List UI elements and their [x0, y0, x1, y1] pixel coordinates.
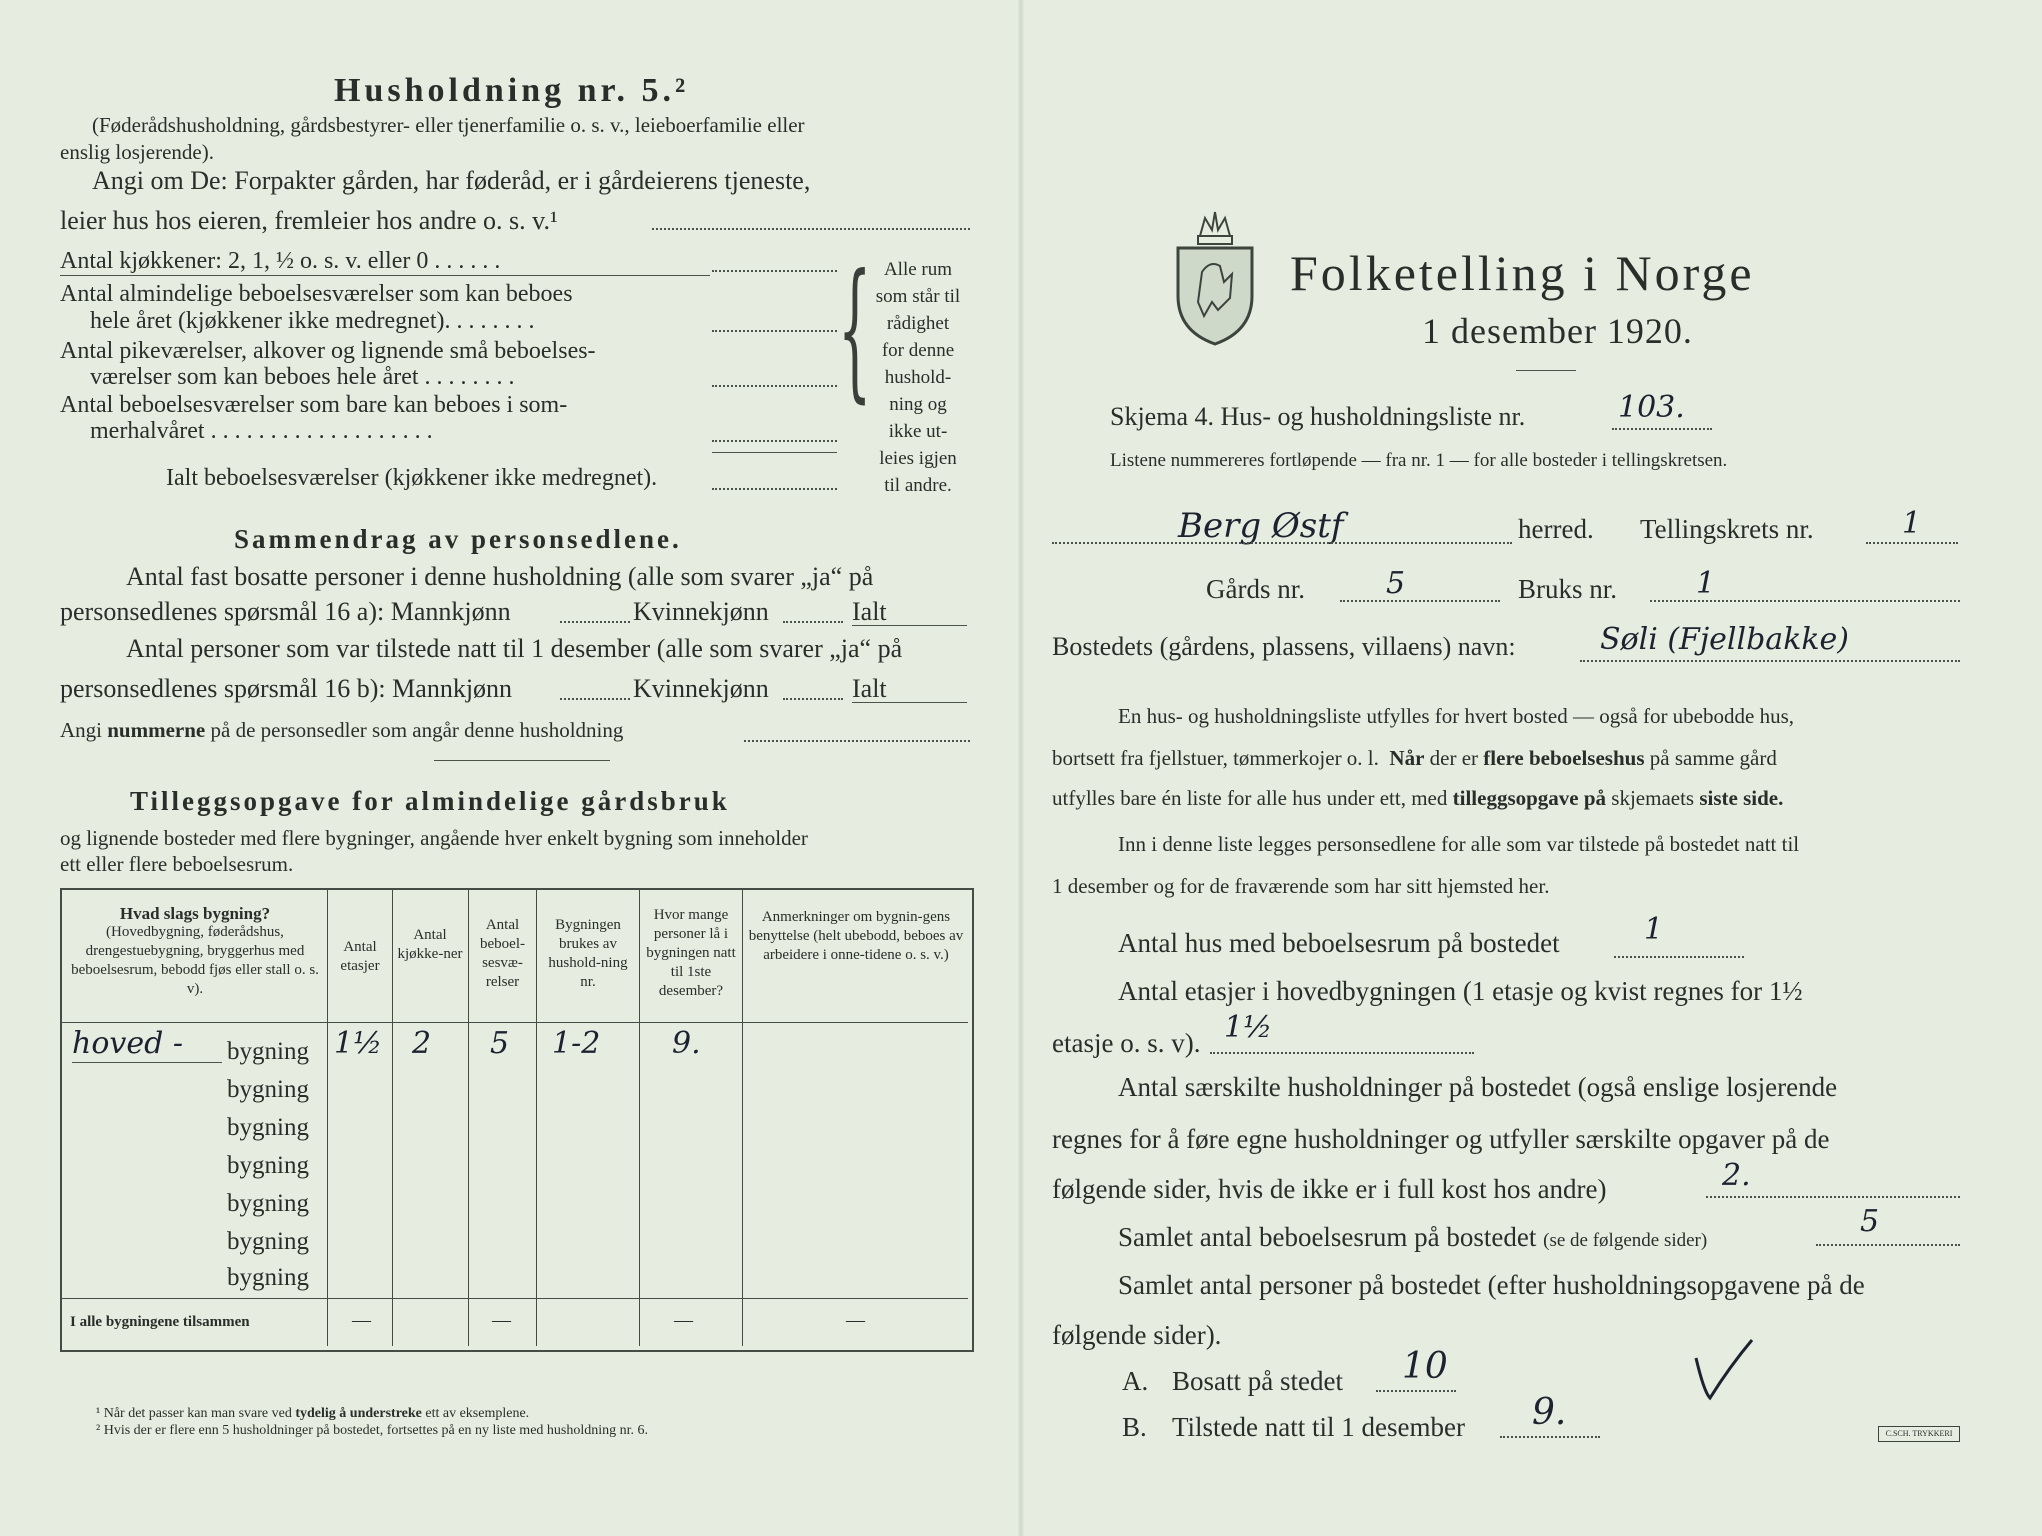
list-number-line: [1612, 428, 1712, 430]
samlet-pers-line2: følgende sider).: [1052, 1320, 1222, 1350]
herred-line: [1052, 542, 1512, 544]
row-label: bygning: [227, 1190, 309, 1217]
row1-type-line: [72, 1062, 222, 1063]
total-etasjer-dash: —: [352, 1310, 371, 1331]
footnote-2: ² Hvis der er flere enn 5 husholdninger på bostedet, fortsettes på en ny liste med husholdning nr. 6.: [96, 1423, 649, 1438]
tillegg-line1: og lignende bosteder med flere bygninger, angående hver enkelt bygning som inneholder: [60, 826, 808, 850]
header-vaerelser: Antal beboel-sesvæ-relser: [480, 917, 525, 990]
alm-label-line2: hele året (kjøkkener ikke medregnet). . . . . . . .: [90, 308, 535, 334]
brace-symbol: {: [838, 243, 872, 417]
pike-answer[interactable]: [712, 385, 837, 387]
tillegg-line2: ett eller flere beboelsesrum.: [60, 852, 294, 876]
etasjer-line2: etasje o. s. v).: [1052, 1028, 1201, 1058]
samlet-rum-line: [1816, 1244, 1960, 1246]
samlet-rum-label: Samlet antal beboelsesrum på bostedet (se de følgende sider): [1118, 1222, 1708, 1252]
alm-label-line1: Antal almindelige beboelsesværelser som kan beboes: [60, 281, 573, 307]
sammendrag-line5: Angi nummerne på de personsedler som angår denne husholdning: [60, 718, 624, 742]
kjokkener-underline: [60, 275, 710, 276]
bruks-label: Bruks nr.: [1518, 574, 1618, 604]
brace-note: Alle rum som står til rådighet for denne hushold- ning og ikke ut- leies igjen til andre.: [875, 259, 961, 496]
pike-label-line2: værelser som kan beboes hele året . . . . . . . .: [90, 364, 515, 390]
header-etasjer: Antal etasjer: [340, 939, 380, 974]
sammendrag-line1: Antal fast bosatte personer i denne husholdning (alle som svarer „ja“ på: [126, 562, 874, 591]
sammendrag-line2b: Kvinnekjønn: [633, 597, 769, 626]
row-label: bygning: [227, 1264, 309, 1291]
etasjer-answer-line: [1210, 1052, 1474, 1054]
sommer-label-line1: Antal beboelsesværelser som bare kan beboes i som-: [60, 392, 568, 418]
ialt-b-answer[interactable]: [852, 702, 967, 703]
list-number[interactable]: 103.: [1618, 390, 1685, 425]
ialt-a-answer[interactable]: [852, 625, 967, 626]
mannkjonn-b-answer[interactable]: [560, 698, 630, 700]
gards-number[interactable]: 5: [1386, 566, 1406, 601]
bosatt-line: [1376, 1390, 1456, 1392]
info-line1: En hus- og husholdningsliste utfylles for hvert bosted — også for ubebodde hus,: [1118, 704, 1794, 728]
bosted-name[interactable]: Søli (Fjellbakke): [1600, 622, 1850, 657]
total-label: I alle bygningene tilsammen: [70, 1314, 250, 1330]
rooms-sum-line: [712, 452, 837, 453]
info-line3: utfylles bare én liste for alle hus under ett, med tilleggsopgave på skjemaets siste side.: [1052, 786, 1784, 810]
kvinnekjonn-b-answer[interactable]: [783, 698, 843, 700]
row-label: bygning: [227, 1228, 309, 1255]
title-rule: [1516, 370, 1576, 371]
samlet-rum-value[interactable]: 5: [1860, 1204, 1880, 1239]
mannkjonn-a-answer[interactable]: [560, 621, 630, 623]
row1-kjokkener: 2: [412, 1026, 432, 1061]
kvinnekjonn-a-answer[interactable]: [783, 621, 843, 623]
bruks-line: [1650, 600, 1960, 602]
listene-note: Listene nummereres fortløpende — fra nr. 1 — for alle bosteder i tellingskretsen.: [1110, 450, 1728, 471]
hus-label: Antal hus med beboelsesrum på bostedet: [1118, 928, 1560, 958]
tilstede-value[interactable]: 9.: [1532, 1392, 1567, 1433]
total-personer-dash: —: [674, 1310, 693, 1331]
sarskilte-answer-line: [1706, 1196, 1960, 1198]
household-subtitle-line2: enslig losjerende).: [60, 140, 214, 164]
row1-type-handwritten: hoved -: [72, 1026, 183, 1061]
kjokkener-answer[interactable]: [712, 270, 837, 272]
col-divider: [468, 890, 469, 1346]
sommer-answer[interactable]: [712, 440, 837, 442]
tilstede-letter: B.: [1122, 1412, 1147, 1442]
row-label: bygning: [227, 1076, 309, 1103]
check-mark-icon: [1690, 1336, 1760, 1406]
header-anmerkninger: Anmerkninger om bygnin-gens benyttelse (helt ubebodd, beboes av arbeidere i onne-tidene o. s. v.): [748, 909, 964, 963]
footnote-1: ¹ Når det passer kan man svare ved tydelig å understreke ett av eksemplene.: [96, 1406, 530, 1421]
gards-line: [1340, 600, 1500, 602]
tellingskrets-number[interactable]: 1: [1902, 506, 1922, 541]
angi-line2: leier hus hos eieren, fremleier hos andre o. s. v.¹: [60, 206, 558, 235]
tillegg-title: Tilleggsopgave for almindelige gårdsbruk: [130, 786, 730, 816]
household-title: Husholdning nr. 5.²: [334, 72, 690, 109]
info-line4: Inn i denne liste legges personsedlene for alle som var tilstede på bostedet natt til: [1118, 832, 1800, 856]
sammendrag-line2c: Ialt: [852, 597, 887, 626]
bosatt-value[interactable]: 10: [1402, 1346, 1448, 1387]
tellingskrets-line: [1866, 542, 1958, 544]
sarskilte-line1: Antal særskilte husholdninger på bostedet (også enslige losjerende: [1118, 1072, 1838, 1102]
col-divider: [536, 890, 537, 1346]
row1-personer: 9.: [672, 1026, 701, 1061]
etasjer-line1: Antal etasjer i hovedbygningen (1 etasje og kvist regnes for 1½: [1118, 976, 1803, 1006]
gards-label: Gårds nr.: [1206, 574, 1305, 604]
angi-answer-line[interactable]: [652, 228, 970, 230]
row1-vaerelser: 5: [490, 1026, 510, 1061]
sarskilte-line3: følgende sider, hvis de ikke er i full kost hos andre): [1052, 1174, 1607, 1204]
section-divider: [434, 760, 610, 761]
header-kjokkener: Antal kjøkke-ner: [397, 927, 463, 962]
header-building-type: Hvad slags bygning? (Hovedbygning, føderådshus, drengestuebygning, bryggerhus med beboelsesrum, bebodd fjøs eller stall o. s. v).: [71, 904, 319, 997]
tilstede-line: [1500, 1436, 1600, 1438]
page-fold: [1018, 0, 1024, 1536]
nummerne-answer[interactable]: [744, 740, 970, 742]
total-vaerelser-dash: —: [492, 1310, 511, 1331]
sommer-label-line2: merhalvåret . . . . . . . . . . . . . . . . . . .: [90, 418, 433, 444]
col-divider: [742, 890, 743, 1346]
row-label: bygning: [227, 1114, 309, 1141]
hus-line: [1614, 956, 1744, 958]
pike-label-line1: Antal pikeværelser, alkover og lignende små beboelses-: [60, 338, 596, 364]
census-title: Folketelling i Norge: [1290, 245, 1755, 301]
sammendrag-line2a: personsedlenes spørsmål 16 a): Mannkjønn: [60, 597, 511, 626]
sammendrag-line4a: personsedlenes spørsmål 16 b): Mannkjønn: [60, 674, 513, 703]
sarskilte-line2: regnes for å føre egne husholdninger og utfyller særskilte opgaver på de: [1052, 1124, 1830, 1154]
header-personer: Hvor mange personer lå i bygningen natt til 1ste desember?: [646, 907, 736, 999]
row1-etasjer: 1½: [334, 1026, 383, 1061]
row-label: bygning: [227, 1152, 309, 1179]
alm-answer[interactable]: [712, 330, 837, 332]
bruks-number[interactable]: 1: [1696, 566, 1716, 601]
sammendrag-title: Sammendrag av personsedlene.: [234, 524, 682, 554]
sammendrag-line4b: Kvinnekjønn: [633, 674, 769, 703]
total-anmerkninger-dash: —: [846, 1310, 865, 1331]
col-divider: [639, 890, 640, 1346]
info-line2: bortsett fra fjellstuer, tømmerkojer o. l. Når der er flere beboelseshus på samme gård: [1052, 746, 1777, 770]
household-subtitle-line1: (Føderådshusholdning, gårdsbestyrer- eller tjenerfamilie o. s. v., leieboerfamilie eller: [92, 113, 805, 137]
herred-name[interactable]: Berg Østf: [1178, 506, 1344, 546]
bosatt-letter: A.: [1122, 1366, 1149, 1396]
info-line5: 1 desember og for de fraværende som har sitt hjemsted her.: [1052, 874, 1550, 898]
header-husholdning: Bygningen brukes av hushold-ning nr.: [548, 917, 628, 990]
col-divider: [392, 890, 393, 1346]
tilstede-label: Tilstede natt til 1 desember: [1172, 1412, 1465, 1442]
hus-count[interactable]: 1: [1644, 912, 1664, 947]
etasjer-value[interactable]: 1½: [1224, 1010, 1273, 1045]
samlet-pers-line1: Samlet antal personer på bostedet (efter husholdningsopgavene på de: [1118, 1270, 1865, 1300]
printer-stamp: C.SCH. TRYKKERI: [1878, 1426, 1960, 1442]
tellingskrets-label: Tellingskrets nr.: [1640, 514, 1814, 544]
buildings-table: [60, 888, 974, 1352]
bosted-label: Bostedets (gårdens, plassens, villaens) navn:: [1052, 632, 1516, 661]
kjokkener-label: Antal kjøkkener: 2, 1, ½ o. s. v. eller 0 . . . . . .: [60, 248, 501, 274]
norway-coat-of-arms-icon: [1172, 206, 1258, 348]
sammendrag-line3: Antal personer som var tilstede natt til 1 desember (alle som svarer „ja“ på: [126, 634, 903, 663]
sarskilte-value[interactable]: 2.: [1722, 1158, 1751, 1193]
herred-label: herred.: [1518, 514, 1594, 544]
col-divider: [327, 890, 328, 1346]
angi-line1: Angi om De: Forpakter gården, har føderåd, er i gårdeierens tjeneste,: [92, 166, 811, 195]
total-divider: [62, 1298, 968, 1299]
bosatt-label: Bosatt på stedet: [1172, 1366, 1343, 1396]
ialt-answer[interactable]: [712, 488, 837, 490]
header-divider: [62, 1022, 968, 1023]
sammendrag-line4c: Ialt: [852, 674, 887, 703]
row1-husholdning: 1-2: [552, 1026, 601, 1061]
ialt-label: Ialt beboelsesværelser (kjøkkener ikke medregnet).: [166, 465, 658, 491]
bosted-line: [1580, 660, 1960, 662]
row-label: bygning: [227, 1038, 309, 1065]
census-date: 1 desember 1920.: [1422, 311, 1693, 351]
skjema-label: Skjema 4. Hus- og husholdningsliste nr.: [1110, 402, 1526, 431]
